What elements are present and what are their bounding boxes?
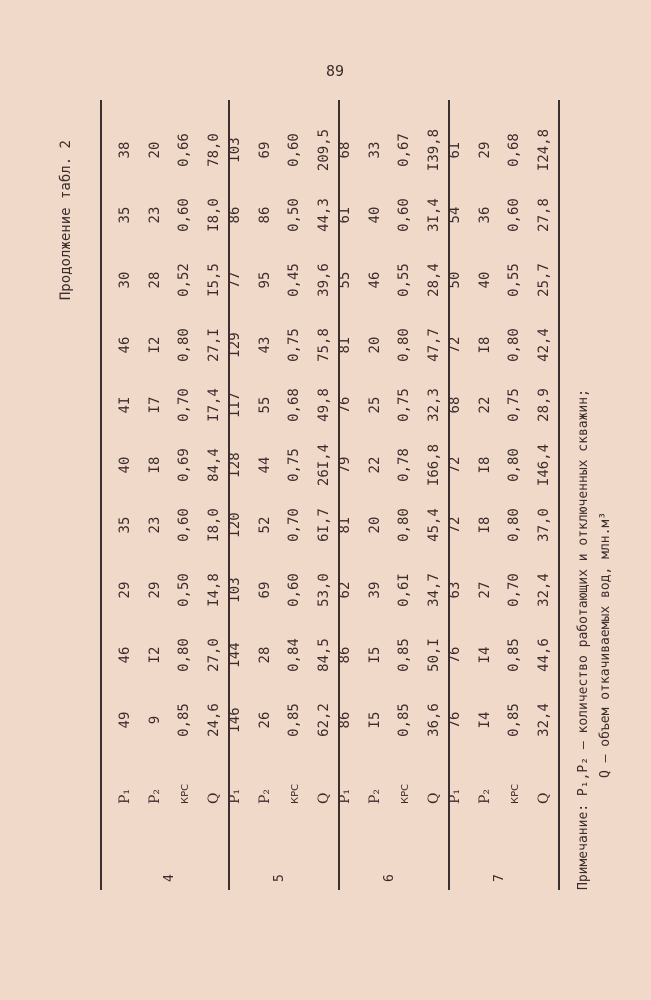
table-cell: 78,0 (206, 133, 222, 167)
table-cell: I44 (227, 642, 243, 668)
table-cell: I24,8 (536, 128, 552, 172)
row-label: Q (206, 792, 222, 804)
table-cell: 0,80 (506, 448, 522, 482)
table-cell: 77 (227, 271, 243, 289)
row-label: КРС (510, 783, 521, 804)
table-cell: 44,3 (316, 198, 332, 232)
row-label: Р₂ (257, 788, 273, 804)
table-cell: 6I (337, 206, 353, 224)
table-row (176, 0, 204, 1000)
table-cell: 40 (367, 206, 383, 224)
group-divider (558, 100, 560, 890)
table-cell: 4I (117, 396, 133, 414)
table-cell: 0,66 (176, 133, 192, 167)
table-cell: 0,80 (396, 328, 412, 362)
table-cell: 36 (477, 206, 493, 224)
table-cell: 55 (337, 271, 353, 289)
table-cell: I4 (477, 711, 493, 729)
row-label: Q (426, 792, 442, 804)
table-cell: 72 (447, 336, 463, 354)
table-cell: 0,55 (506, 263, 522, 297)
table-row (506, 0, 534, 1000)
table-cell: 42,4 (536, 328, 552, 362)
note-line-1: Примечание: Р₁,Р₂ – количество работающих и отключенных скважин; (576, 389, 591, 890)
table-cell: 44 (257, 456, 273, 474)
table-row (147, 0, 175, 1000)
table-cell: 72 (447, 516, 463, 534)
table-cell: 0,85 (286, 703, 302, 737)
table-cell: I4 (477, 646, 493, 664)
table-cell: 0,50 (176, 573, 192, 607)
table-cell: 3I,4 (426, 198, 442, 232)
table-cell: 32,3 (426, 388, 442, 422)
table-cell: 68 (337, 141, 353, 159)
table-cell: 8I (337, 516, 353, 534)
table-row (227, 0, 255, 1000)
table-cell: 0,68 (286, 388, 302, 422)
table-cell: 25,7 (536, 263, 552, 297)
table-cell: 86 (257, 206, 273, 224)
table-cell: 8I (337, 336, 353, 354)
table-cell: 25 (367, 396, 383, 414)
table-cell: I20 (227, 512, 243, 538)
row-label: Q (536, 792, 552, 804)
table-cell: I28 (227, 452, 243, 478)
table-cell: I46 (227, 707, 243, 733)
row-label: КРС (180, 783, 191, 804)
table-cell: 0,84 (286, 638, 302, 672)
table-cell: 40 (117, 456, 133, 474)
table-cell: 9 (147, 715, 163, 725)
table-cell: 0,75 (506, 388, 522, 422)
page-number: 89 (326, 62, 345, 80)
table-cell: 86 (337, 711, 353, 729)
table-row (447, 0, 475, 1000)
table-row (477, 0, 505, 1000)
table-cell: 76 (447, 646, 463, 664)
table-cell: 49 (117, 711, 133, 729)
table-cell: 63 (447, 581, 463, 599)
table-cell: II7 (227, 392, 243, 418)
row-label: Q (316, 792, 332, 804)
table-row (367, 0, 395, 1000)
table-cell: 49,8 (316, 388, 332, 422)
table-cell: 0,50 (286, 198, 302, 232)
table-cell: 69 (257, 581, 273, 599)
table-cell: 47,7 (426, 328, 442, 362)
table-continuation-header: Продолжение табл. 2 (58, 140, 74, 301)
group-number: 7 (492, 874, 507, 882)
row-label: Р₁ (447, 788, 463, 804)
table-cell: 0,67 (396, 133, 412, 167)
table-cell: 75,8 (316, 328, 332, 362)
top-rule (100, 100, 102, 890)
table-cell: 46 (117, 336, 133, 354)
table-cell: 29 (147, 581, 163, 599)
table-row (257, 0, 285, 1000)
table-cell: 0,60 (286, 133, 302, 167)
table-cell: 62 (337, 581, 353, 599)
row-label: КРС (400, 783, 411, 804)
table-cell: 32,4 (536, 703, 552, 737)
table-cell: 0,69 (176, 448, 192, 482)
table-cell: I5 (367, 711, 383, 729)
table-cell: 46 (117, 646, 133, 664)
row-label: Р₁ (227, 788, 243, 804)
table-cell: 23 (147, 516, 163, 534)
table-cell: 26 (257, 711, 273, 729)
table-cell: I03 (227, 577, 243, 603)
table-cell: I8 (477, 336, 493, 354)
table-cell: I5 (367, 646, 383, 664)
table-cell: 84,5 (316, 638, 332, 672)
table-cell: 0,68 (506, 133, 522, 167)
table-cell: I4,8 (206, 573, 222, 607)
table-cell: 0,75 (286, 448, 302, 482)
table-cell: I5,5 (206, 263, 222, 297)
table-cell: 54 (447, 206, 463, 224)
table-cell: I8,0 (206, 508, 222, 542)
table-cell: 39 (367, 581, 383, 599)
table-cell: 84,4 (206, 448, 222, 482)
table-cell: I2 (147, 336, 163, 354)
table-cell: I7 (147, 396, 163, 414)
table-cell: 53,0 (316, 573, 332, 607)
table-cell: 32,4 (536, 573, 552, 607)
table-cell: I66,8 (426, 443, 442, 487)
table-cell: 0,85 (396, 703, 412, 737)
table-cell: 72 (447, 456, 463, 474)
group-number: 6 (382, 874, 397, 882)
table-cell: 45,4 (426, 508, 442, 542)
table-cell: 43 (257, 336, 273, 354)
table-cell: 39,6 (316, 263, 332, 297)
table-cell: 44,6 (536, 638, 552, 672)
table-cell: 29 (477, 141, 493, 159)
table-cell: 20 (367, 516, 383, 534)
table-cell: 0,60 (176, 198, 192, 232)
table-cell: 95 (257, 271, 273, 289)
note-line-2: Q – объем откачиваемых вод, млн.м³ (598, 511, 613, 778)
table-cell: 76 (337, 396, 353, 414)
table-cell: I2 (147, 646, 163, 664)
table-cell: 46 (367, 271, 383, 289)
table-cell: 0,70 (286, 508, 302, 542)
table-cell: I39,8 (426, 128, 442, 172)
table-cell: 0,78 (396, 448, 412, 482)
table-cell: 33 (367, 141, 383, 159)
table-cell: 68 (447, 396, 463, 414)
table-cell: 69 (257, 141, 273, 159)
table-cell: 76 (447, 711, 463, 729)
table-cell: 26I,4 (316, 443, 332, 487)
group-number: 5 (272, 874, 287, 882)
table-row (286, 0, 314, 1000)
group-number: 4 (162, 874, 177, 882)
table-cell: 0,60 (286, 573, 302, 607)
table-cell: 28,9 (536, 388, 552, 422)
table-cell: 86 (227, 206, 243, 224)
table-cell: 0,85 (396, 638, 412, 672)
table-cell: I7,4 (206, 388, 222, 422)
table-cell: 38 (117, 141, 133, 159)
table-cell: I8 (477, 516, 493, 534)
table-cell: 35 (117, 206, 133, 224)
row-label: Р₂ (477, 788, 493, 804)
table-cell: 0,80 (506, 508, 522, 542)
table-cell: 27,I (206, 328, 222, 362)
table-cell: 28 (147, 271, 163, 289)
table-cell: 0,70 (176, 388, 192, 422)
row-label: Р₁ (117, 788, 133, 804)
table-cell: 22 (477, 396, 493, 414)
table-cell: 0,6I (396, 573, 412, 607)
table-cell: 27,0 (206, 638, 222, 672)
table-cell: 30 (117, 271, 133, 289)
table-cell: 52 (257, 516, 273, 534)
table-cell: 27,8 (536, 198, 552, 232)
table-cell: 209,5 (316, 128, 332, 172)
table-cell: 50,I (426, 638, 442, 672)
table-row (337, 0, 365, 1000)
table-cell: 0,45 (286, 263, 302, 297)
table-cell: 29 (117, 581, 133, 599)
table-cell: 0,52 (176, 263, 192, 297)
table-cell: 0,75 (396, 388, 412, 422)
table-cell: 24,6 (206, 703, 222, 737)
row-label: Р₂ (367, 788, 383, 804)
table-cell: 0,60 (176, 508, 192, 542)
table-cell: 27 (477, 581, 493, 599)
table-cell: I03 (227, 137, 243, 163)
table-cell: I29 (227, 332, 243, 358)
table-cell: 40 (477, 271, 493, 289)
table-cell: 0,80 (176, 638, 192, 672)
table-cell: 37,0 (536, 508, 552, 542)
table-cell: 79 (337, 456, 353, 474)
table-cell: I46,4 (536, 443, 552, 487)
table-cell: 0,60 (506, 198, 522, 232)
table-cell: 36,6 (426, 703, 442, 737)
table-cell: I8,0 (206, 198, 222, 232)
table-row (117, 0, 145, 1000)
table-cell: 86 (337, 646, 353, 664)
table-cell: 6I,7 (316, 508, 332, 542)
table-cell: 0,85 (506, 638, 522, 672)
table-cell: 0,70 (506, 573, 522, 607)
table-cell: 22 (367, 456, 383, 474)
table-cell: 0,75 (286, 328, 302, 362)
table-cell: 0,85 (176, 703, 192, 737)
table-cell: 0,80 (506, 328, 522, 362)
table-cell: 55 (257, 396, 273, 414)
table-cell: 28,4 (426, 263, 442, 297)
row-label: КРС (290, 783, 301, 804)
table-cell: 62,2 (316, 703, 332, 737)
table-cell: 28 (257, 646, 273, 664)
table-cell: 50 (447, 271, 463, 289)
table-cell: 0,80 (176, 328, 192, 362)
table-cell: 23 (147, 206, 163, 224)
table-row (396, 0, 424, 1000)
table-cell: I8 (147, 456, 163, 474)
row-label: Р₁ (337, 788, 353, 804)
table-cell: 6I (447, 141, 463, 159)
table-cell: 0,85 (506, 703, 522, 737)
table-cell: 0,55 (396, 263, 412, 297)
table-cell: 0,80 (396, 508, 412, 542)
row-label: Р₂ (147, 788, 163, 804)
table-cell: 20 (147, 141, 163, 159)
table-cell: I8 (477, 456, 493, 474)
table-cell: 35 (117, 516, 133, 534)
table-cell: 20 (367, 336, 383, 354)
table-cell: 34,7 (426, 573, 442, 607)
table-cell: 0,60 (396, 198, 412, 232)
